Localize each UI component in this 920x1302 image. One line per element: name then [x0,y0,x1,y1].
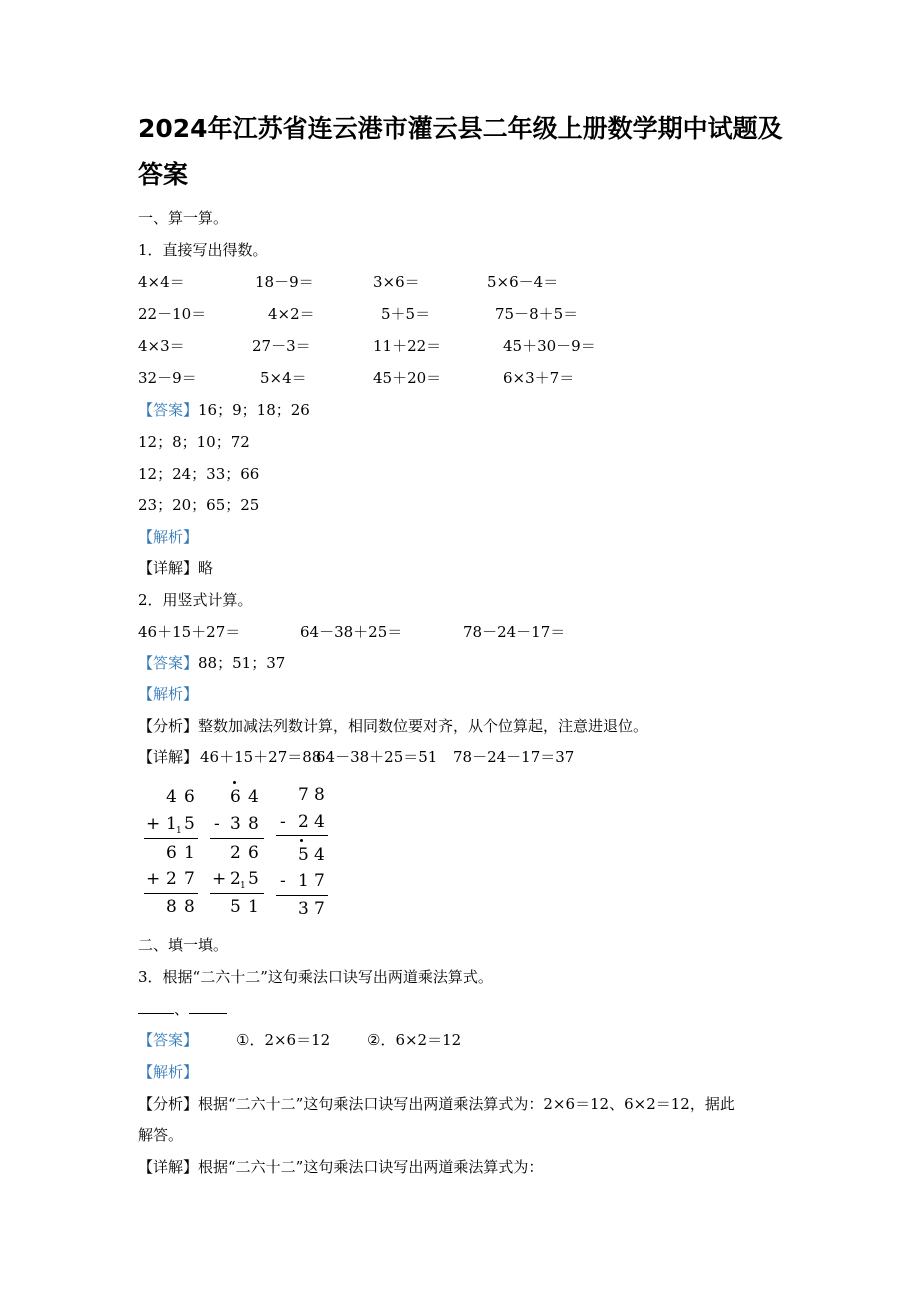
q1-answer-line-4: 23；20；65；25 [138,496,260,514]
vertical-row: 6 1 [166,843,195,863]
q1-row-1 [138,272,798,292]
q1-item: 4×3＝ [138,337,185,355]
detail-item: 64－38＋25＝51 [316,748,438,766]
q2-item: 46＋15＋27＝ [138,623,241,641]
carry-mark: 1 [240,881,246,891]
q1-item: 5＋5＝ [381,305,431,323]
q2-item: 64－38＋25＝ [300,623,403,641]
answer-text: 16；9；18；26 [198,401,310,419]
q1-item: 5×4＝ [260,369,307,387]
q2-items [138,622,798,642]
detail-tag: 【详解】 [138,748,199,766]
answer-tag: 【答案】 [138,1031,199,1049]
vertical-row: + 2 1 5 [210,868,280,890]
vertical-row: 2 6 [230,843,259,863]
fenxi-text: 根据“二六十二”这句乘法口诀写出两道乘法算式为：2×6＝12、6×2＝12，据此 [198,1095,735,1113]
fenxi-tag: 【分析】 [138,717,199,735]
document-title-line1: 2024年江苏省连云港市灌云县二年级上册数学期中试题及 [138,114,783,143]
blank-separator: 、 [174,1000,190,1018]
vertical-calc-3 [276,780,346,930]
answer-tag: 【答案】 [138,654,199,672]
vertical-divider [276,835,328,836]
q2-detail [138,747,798,767]
q2-answer [138,653,285,673]
q3-analysis-tag: 【解析】 [138,1063,199,1081]
q1-item: 22－10＝ [138,305,207,323]
vertical-row: - 2 4 [280,812,325,832]
vertical-row: - 1 7 [280,871,325,891]
q1-item: 75－8＋5＝ [495,305,579,323]
document-title-line2: 答案 [138,160,189,189]
fenxi-text: 整数加减法列数计算，相同数位要对齐，从个位算起，注意进退位。 [198,717,649,735]
vertical-divider [144,838,198,839]
q3-fenxi [138,1094,735,1114]
vertical-divider [144,893,198,894]
vertical-calc-1 [138,780,208,930]
detail-tag: 【详解】 [138,559,199,577]
vertical-row: 8 8 [166,897,195,917]
vertical-row: 5 1 [230,897,259,917]
vertical-row: 5 4 [298,845,325,865]
vertical-row: 7 8 [298,785,325,805]
q1-answer [138,400,310,420]
fenxi-tag: 【分析】 [138,1095,199,1113]
q1-detail [138,558,213,578]
q1-item: 45＋30－9＝ [503,337,596,355]
q1-prompt: 1．直接写出得数。 [138,241,268,259]
q1-item: 45＋20＝ [373,369,442,387]
q1-row-4 [138,368,798,388]
q1-item: 3×6＝ [373,273,420,291]
q1-answer-line-3: 12；24；33；66 [138,465,260,483]
answer-tag: 【答案】 [138,401,199,419]
vertical-divider [210,893,264,894]
detail-text: 略 [198,559,214,577]
q2-analysis-tag: 【解析】 [138,685,199,703]
section1-heading: 一、算一算。 [138,209,229,227]
q1-item: 4×4＝ [138,273,185,291]
vertical-row: 3 7 [298,899,325,919]
section2-heading: 二、填一填。 [138,936,229,954]
q1-analysis-tag: 【解析】 [138,528,199,546]
detail-tag: 【详解】 [138,1158,199,1176]
answer-blank [138,1001,174,1014]
q3-prompt: 3．根据“二六十二”这句乘法口诀写出两道乘法算式。 [138,968,493,986]
detail-item: 78－24－17＝37 [453,748,575,766]
q3-detail [138,1157,543,1177]
detail-text: 根据“二六十二”这句乘法口诀写出两道乘法算式为： [198,1158,544,1176]
vertical-calculations [138,780,358,930]
answer-text-1: ①．2×6＝12 [236,1031,331,1049]
vertical-divider [210,838,264,839]
vertical-divider [276,895,328,896]
q2-fenxi [138,716,648,736]
q3-blanks [138,999,227,1019]
vertical-row: - 3 8 [214,814,259,834]
q1-answer-line-2: 12；8；10；72 [138,433,250,451]
vertical-row: + 2 7 [146,869,195,889]
q1-item: 18－9＝ [255,273,314,291]
q1-row-3 [138,336,798,356]
vertical-row: 6 4 [230,787,259,807]
vertical-row: + 1 1 5 [138,813,208,835]
borrow-dot [233,781,236,784]
answer-text-2: ②．6×2＝12 [367,1031,462,1049]
q1-row-2 [138,304,798,324]
vertical-calc-2 [210,780,280,930]
q3-fenxi-cont: 解答。 [138,1126,184,1144]
answer-blank [189,1001,227,1014]
q1-item: 32－9＝ [138,369,197,387]
q1-item: 5×6－4＝ [487,273,559,291]
answer-text: 88；51；37 [198,654,286,672]
q1-item: 4×2＝ [268,305,315,323]
detail-item: 46＋15＋27＝88 [200,748,322,766]
q1-item: 27－3＝ [252,337,311,355]
q3-answer [138,1030,798,1050]
borrow-dot [300,839,303,842]
q2-item: 78－24－17＝ [463,623,566,641]
vertical-row: 4 6 [166,787,195,807]
carry-mark: 1 [176,826,182,836]
q2-prompt: 2．用竖式计算。 [138,591,253,609]
q1-item: 6×3＋7＝ [503,369,575,387]
q1-item: 11＋22＝ [373,337,442,355]
